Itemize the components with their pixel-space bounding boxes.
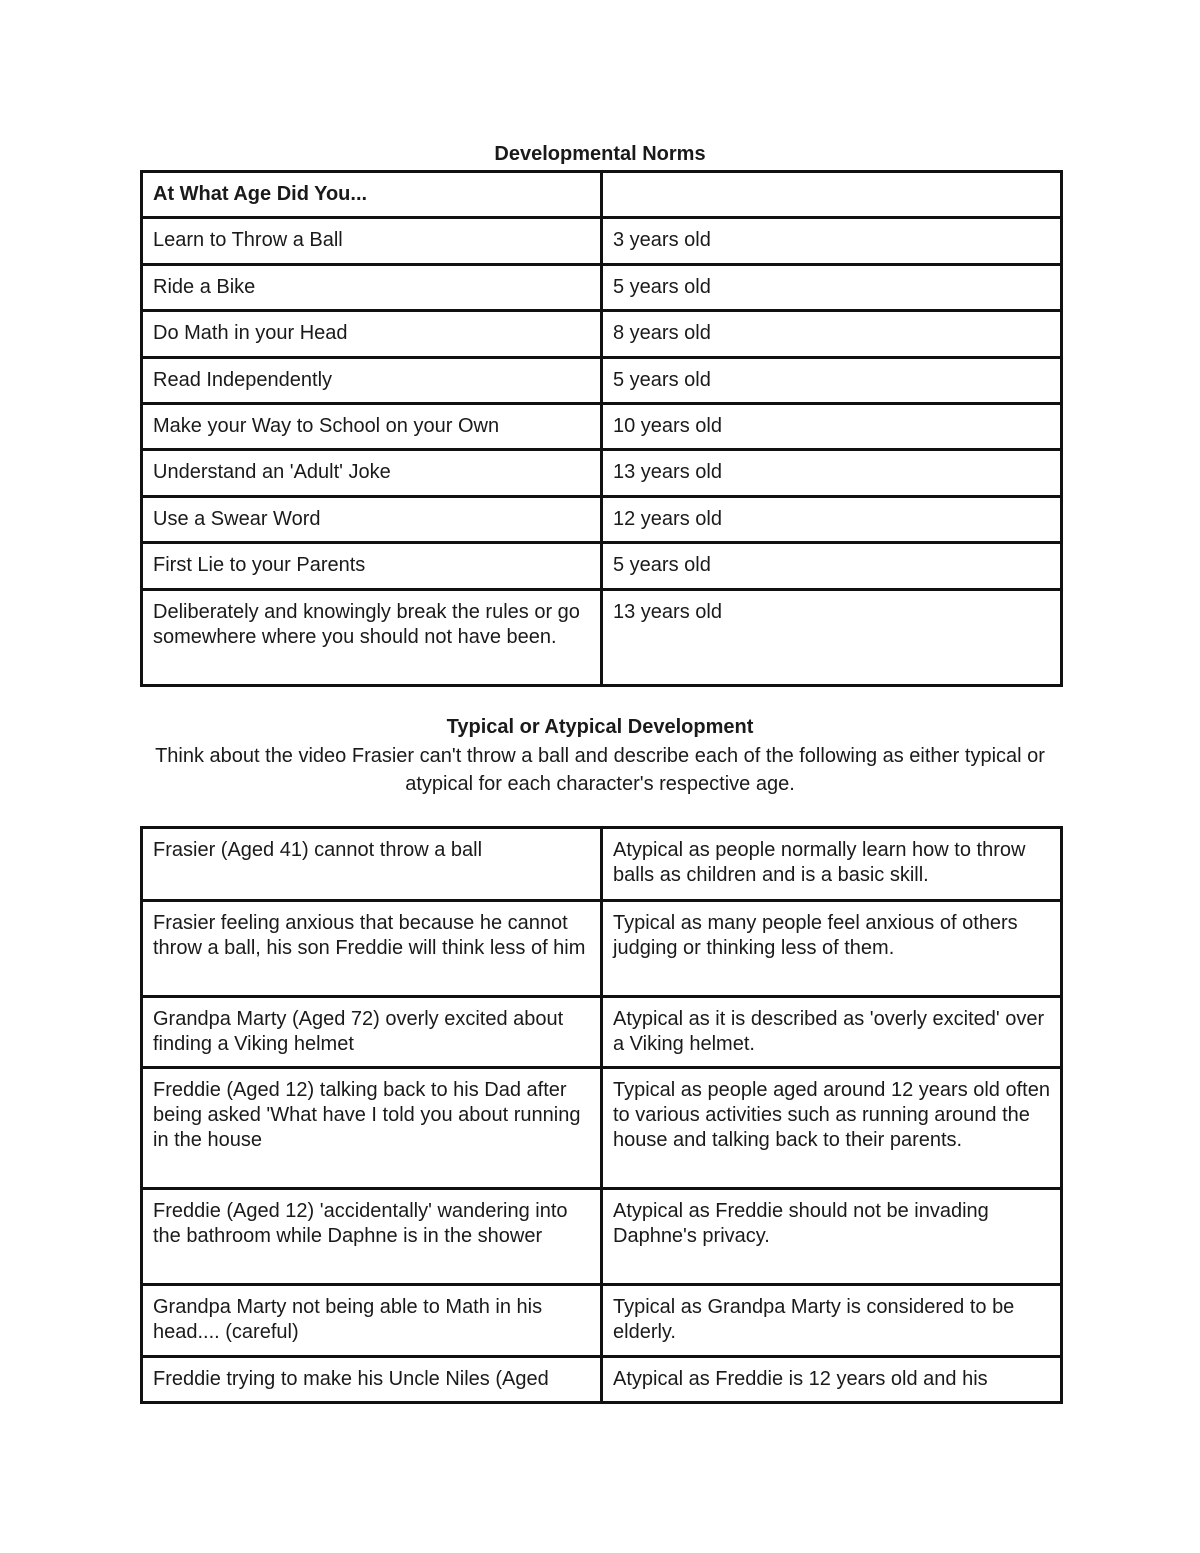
scenario-cell: Grandpa Marty not being able to Math in his head.... (careful)	[142, 1285, 602, 1357]
developmental-norms-title: Developmental Norms	[494, 143, 706, 165]
question-cell: Use a Swear Word	[142, 496, 602, 542]
scenario-cell: Grandpa Marty (Aged 72) overly excited about finding a Viking helmet	[142, 997, 602, 1068]
table-row	[142, 450, 1062, 496]
answer-cell: 3 years old	[602, 218, 1062, 264]
table-row	[142, 543, 1062, 589]
question-cell: Make your Way to School on your Own	[142, 403, 602, 449]
scenario-cell: Frasier feeling anxious that because he cannot throw a ball, his son Freddie will think less of him	[142, 901, 602, 997]
answer-cell: 8 years old	[602, 311, 1062, 357]
response-cell: Atypical as it is described as 'overly excited' over a Viking helmet.	[602, 997, 1062, 1068]
table-row	[142, 311, 1062, 357]
scenario-cell: Freddie (Aged 12) talking back to his Dad after being asked 'What have I told you about running in the house	[142, 1068, 602, 1189]
table-row	[142, 589, 1062, 685]
answer-cell: 13 years old	[602, 450, 1062, 496]
table-row	[142, 1189, 1062, 1285]
response-cell: Atypical as Freddie should not be invading Daphne's privacy.	[602, 1189, 1062, 1285]
header-answer-cell	[602, 172, 1062, 218]
response-cell: Typical as people aged around 12 years old often to various activities such as running around the house and talking back to their parents.	[602, 1068, 1062, 1189]
answer-cell: 13 years old	[602, 589, 1062, 685]
answer-cell: 12 years old	[602, 496, 1062, 542]
scenario-cell: Frasier (Aged 41) cannot throw a ball	[142, 828, 602, 901]
question-cell: Deliberately and knowingly break the rules or go somewhere where you should not have been.	[142, 589, 602, 685]
answer-cell: 5 years old	[602, 543, 1062, 589]
table-row	[142, 1068, 1062, 1189]
answer-cell: 5 years old	[602, 357, 1062, 403]
answer-cell: 10 years old	[602, 403, 1062, 449]
table-row	[142, 1357, 1062, 1403]
table-row	[142, 496, 1062, 542]
typical-atypical-table	[140, 826, 1063, 1404]
scenario-cell: Freddie trying to make his Uncle Niles (Aged	[142, 1357, 602, 1403]
table-row	[142, 403, 1062, 449]
header-question-cell: At What Age Did You...	[142, 172, 602, 218]
answer-cell: 5 years old	[602, 264, 1062, 310]
response-cell: Atypical as Freddie is 12 years old and his	[602, 1357, 1062, 1403]
question-cell: Read Independently	[142, 357, 602, 403]
table-row	[142, 218, 1062, 264]
table-row	[142, 264, 1062, 310]
table-row	[142, 357, 1062, 403]
response-cell: Typical as Grandpa Marty is considered to be elderly.	[602, 1285, 1062, 1357]
question-cell: First Lie to your Parents	[142, 543, 602, 589]
table-row	[142, 1285, 1062, 1357]
question-cell: Do Math in your Head	[142, 311, 602, 357]
scenario-cell: Freddie (Aged 12) 'accidentally' wandering into the bathroom while Daphne is in the shower	[142, 1189, 602, 1285]
table-row	[142, 997, 1062, 1068]
table-header-row	[142, 172, 1062, 218]
question-cell: Understand an 'Adult' Joke	[142, 450, 602, 496]
response-cell: Atypical as people normally learn how to throw balls as children and is a basic skill.	[602, 828, 1062, 901]
instructions-paragraph: Think about the video Frasier can't throw a ball and describe each of the following as either typical or atypical for each character's respective age.	[155, 745, 1045, 795]
response-cell: Typical as many people feel anxious of others judging or thinking less of them.	[602, 901, 1062, 997]
developmental-norms-table	[140, 170, 1063, 687]
table-row	[142, 828, 1062, 901]
question-cell: Ride a Bike	[142, 264, 602, 310]
typical-atypical-title: Typical or Atypical Development	[446, 716, 754, 738]
question-cell: Learn to Throw a Ball	[142, 218, 602, 264]
table-row	[142, 901, 1062, 997]
